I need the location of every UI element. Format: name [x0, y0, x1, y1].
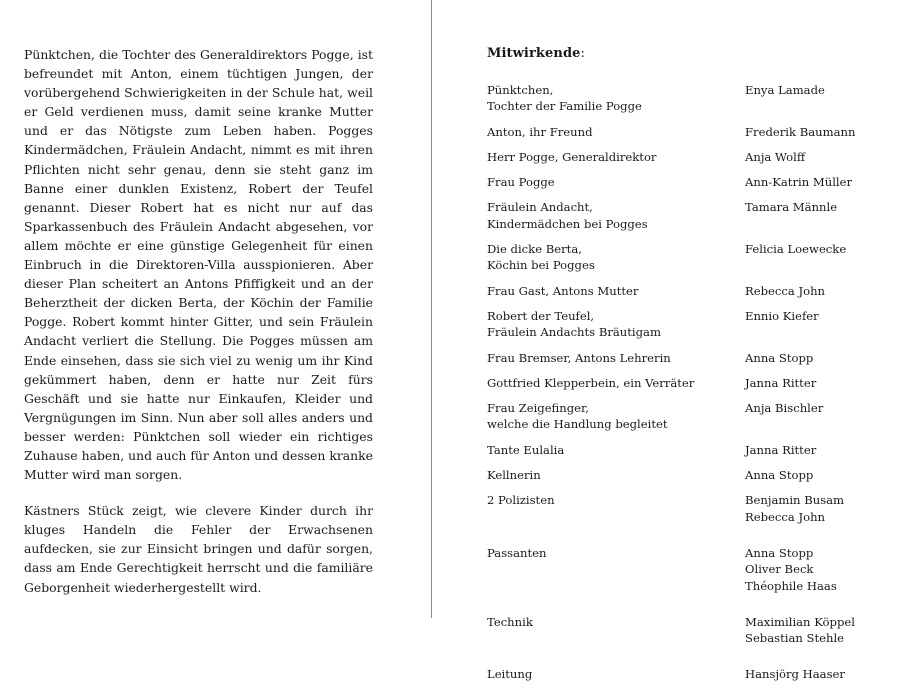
cast-performer-line: Rebecca John	[745, 283, 826, 298]
credits-heading	[487, 45, 882, 62]
cast-performer-line: Anja Bischler	[745, 401, 824, 416]
synopsis-paragraphs	[24, 45, 373, 597]
cast-row	[487, 467, 882, 492]
cast-row	[487, 283, 882, 308]
cast-performer	[745, 442, 882, 467]
cast-role	[487, 350, 745, 375]
cast-performer	[745, 124, 882, 149]
cast-performer-line: Felicia Loewecke	[745, 242, 847, 257]
cast-role-line: Frau Gast, Antons Mutter	[487, 283, 639, 298]
cast-performer	[745, 174, 882, 199]
cast-role	[487, 375, 745, 400]
cast-role-line: 2 Polizisten	[487, 493, 555, 508]
credits-heading-text: Mitwirkende	[487, 46, 581, 61]
cast-row	[487, 545, 882, 614]
cast-role	[487, 199, 745, 241]
cast-role	[487, 82, 745, 124]
cast-performer	[745, 350, 882, 375]
cast-row	[487, 308, 882, 350]
synopsis-paragraph: Pünktchen, die Tochter des Generaldirektors Pogge, ist befreundet mit Anton, einem tüchtigen Jungen, der vorübergehend Schwierigkeiten in der Schule hat, weil er Geld verdienen muss, damit seine kranke Mutter und er das Nötigste zum Leben haben. Pogges Kindermädchen, Fräulein Andacht, nimmt es mit ihren Pflichten nicht sehr genau, denn sie steht ganz im Banne einer dunklen Existenz, Robert der Teufel genannt. Dieser Robert hat es nicht nur auf das Sparkassenbuch des Fräulein Andacht abgesehen, vor allem möchte er eine günstige Gelegenheit für einen Einbruch in die Direktoren-Villa ausspionieren. Aber dieser Plan scheitert an Antons Pfiffigkeit und an der Beherztheit der dicken Berta, der Köchin der Familie Pogge. Robert kommt hinter Gitter, und sein Fräulein Andacht verliert die Stellung. Die Pogges müssen am Ende einsehen, dass sie sich viel zu wenig um ihr Kind gekümmert haben, denn er hatte nur Zeit fürs Geschäft und sie hatte nur Einkaufen, Kleider und Vergnügungen im Sinn. Nun aber soll alles anders und besser werden: Pünktchen soll wieder ein richtiges Zuhause haben, und auch für Anton und dessen kranke Mutter wird man sorgen.	[24, 47, 373, 483]
credits-column	[487, 45, 882, 692]
cast-performer-line: Oliver Beck	[745, 562, 814, 577]
cast-role-line: Technik	[487, 614, 533, 629]
cast-row	[487, 492, 882, 545]
cast-role	[487, 614, 745, 667]
cast-performer-line: Frederik Baumann	[745, 124, 856, 139]
cast-table	[487, 82, 882, 692]
synopsis-column	[24, 45, 373, 597]
cast-role-line: welche die Handlung begleitet	[487, 417, 668, 432]
cast-row	[487, 149, 882, 174]
cast-role	[487, 241, 745, 283]
cast-role-line: Fräulein Andachts Bräutigam	[487, 325, 661, 340]
cast-role	[487, 283, 745, 308]
cast-performer	[745, 545, 882, 614]
cast-row	[487, 350, 882, 375]
cast-role	[487, 492, 745, 545]
synopsis-paragraph: Kästners Stück zeigt, wie clevere Kinder durch ihr kluges Handeln die Fehler der Erwachsenen aufdecken, sie zur Einsicht bringen und dafür sorgen, dass am Ende Gerechtigkeit herrscht und die familiäre Geborgenheit wiederhergestellt wird.	[24, 503, 373, 595]
cast-performer-line: Théophile Haas	[745, 578, 837, 593]
cast-role	[487, 467, 745, 492]
cast-row	[487, 199, 882, 241]
cast-performer-line: Ennio Kiefer	[745, 308, 819, 323]
cast-performer	[745, 283, 882, 308]
cast-performer-line: Benjamin Busam	[745, 493, 845, 508]
cast-row	[487, 241, 882, 283]
cast-role	[487, 545, 745, 614]
cast-role-line: Leitung	[487, 667, 533, 682]
cast-role-line: Kindermädchen bei Pogges	[487, 216, 648, 231]
cast-role	[487, 124, 745, 149]
cast-performer	[745, 149, 882, 174]
cast-performer	[745, 400, 882, 442]
cast-performer-line: Hansjörg Haaser	[745, 667, 845, 682]
cast-performer-line: Ann-Katrin Müller	[745, 175, 853, 190]
cast-performer-line: Maximilian Köppel	[745, 614, 855, 629]
cast-role	[487, 174, 745, 199]
cast-role	[487, 308, 745, 350]
cast-role-line: Frau Pogge	[487, 175, 555, 190]
cast-performer	[745, 308, 882, 350]
cast-performer-line: Anja Wolff	[745, 149, 806, 164]
cast-performer-line: Enya Lamade	[745, 83, 825, 97]
cast-performer-line: Rebecca John	[745, 509, 826, 524]
cast-role-line: Passanten	[487, 545, 547, 560]
cast-role-line: Frau Zeigefinger,	[487, 401, 589, 416]
cast-role	[487, 666, 745, 691]
cast-row	[487, 174, 882, 199]
cast-performer	[745, 467, 882, 492]
cast-role-line: Pünktchen,	[487, 83, 554, 97]
cast-row	[487, 82, 882, 124]
cast-row	[487, 666, 882, 691]
cast-role-line: Tochter der Familie Pogge	[487, 99, 642, 114]
cast-performer-line: Anna Stopp	[745, 545, 814, 560]
cast-row	[487, 375, 882, 400]
cast-role-line: Die dicke Berta,	[487, 242, 582, 257]
cast-role	[487, 149, 745, 174]
column-divider-rule	[431, 0, 432, 618]
cast-role-line: Gottfried Klepperbein, ein Verräter	[487, 375, 695, 390]
cast-role-line: Herr Pogge, Generaldirektor	[487, 149, 657, 164]
cast-performer	[745, 199, 882, 241]
cast-performer	[745, 375, 882, 400]
cast-role-line: Tante Eulalia	[487, 442, 565, 457]
cast-performer	[745, 666, 882, 691]
cast-performer-line: Anna Stopp	[745, 468, 814, 483]
cast-role	[487, 400, 745, 442]
cast-role-line: Robert der Teufel,	[487, 308, 595, 323]
cast-role-line: Kellnerin	[487, 468, 541, 483]
cast-performer-line: Tamara Männle	[745, 200, 838, 215]
cast-role	[487, 442, 745, 467]
cast-performer	[745, 492, 882, 545]
cast-row	[487, 400, 882, 442]
cast-row	[487, 442, 882, 467]
cast-performer-line: Janna Ritter	[745, 375, 817, 390]
cast-row	[487, 124, 882, 149]
credits-heading-colon: :	[580, 46, 585, 61]
cast-performer	[745, 241, 882, 283]
cast-performer-line: Sebastian Stehle	[745, 631, 845, 646]
cast-role-line: Frau Bremser, Antons Lehrerin	[487, 350, 671, 365]
cast-role-line: Köchin bei Pogges	[487, 258, 595, 273]
cast-performer	[745, 614, 882, 667]
cast-row	[487, 614, 882, 667]
cast-role-line: Anton, ihr Freund	[487, 124, 593, 139]
cast-role-line: Fräulein Andacht,	[487, 200, 593, 215]
cast-performer-line: Anna Stopp	[745, 350, 814, 365]
cast-performer	[745, 82, 882, 124]
cast-performer-line: Janna Ritter	[745, 442, 817, 457]
